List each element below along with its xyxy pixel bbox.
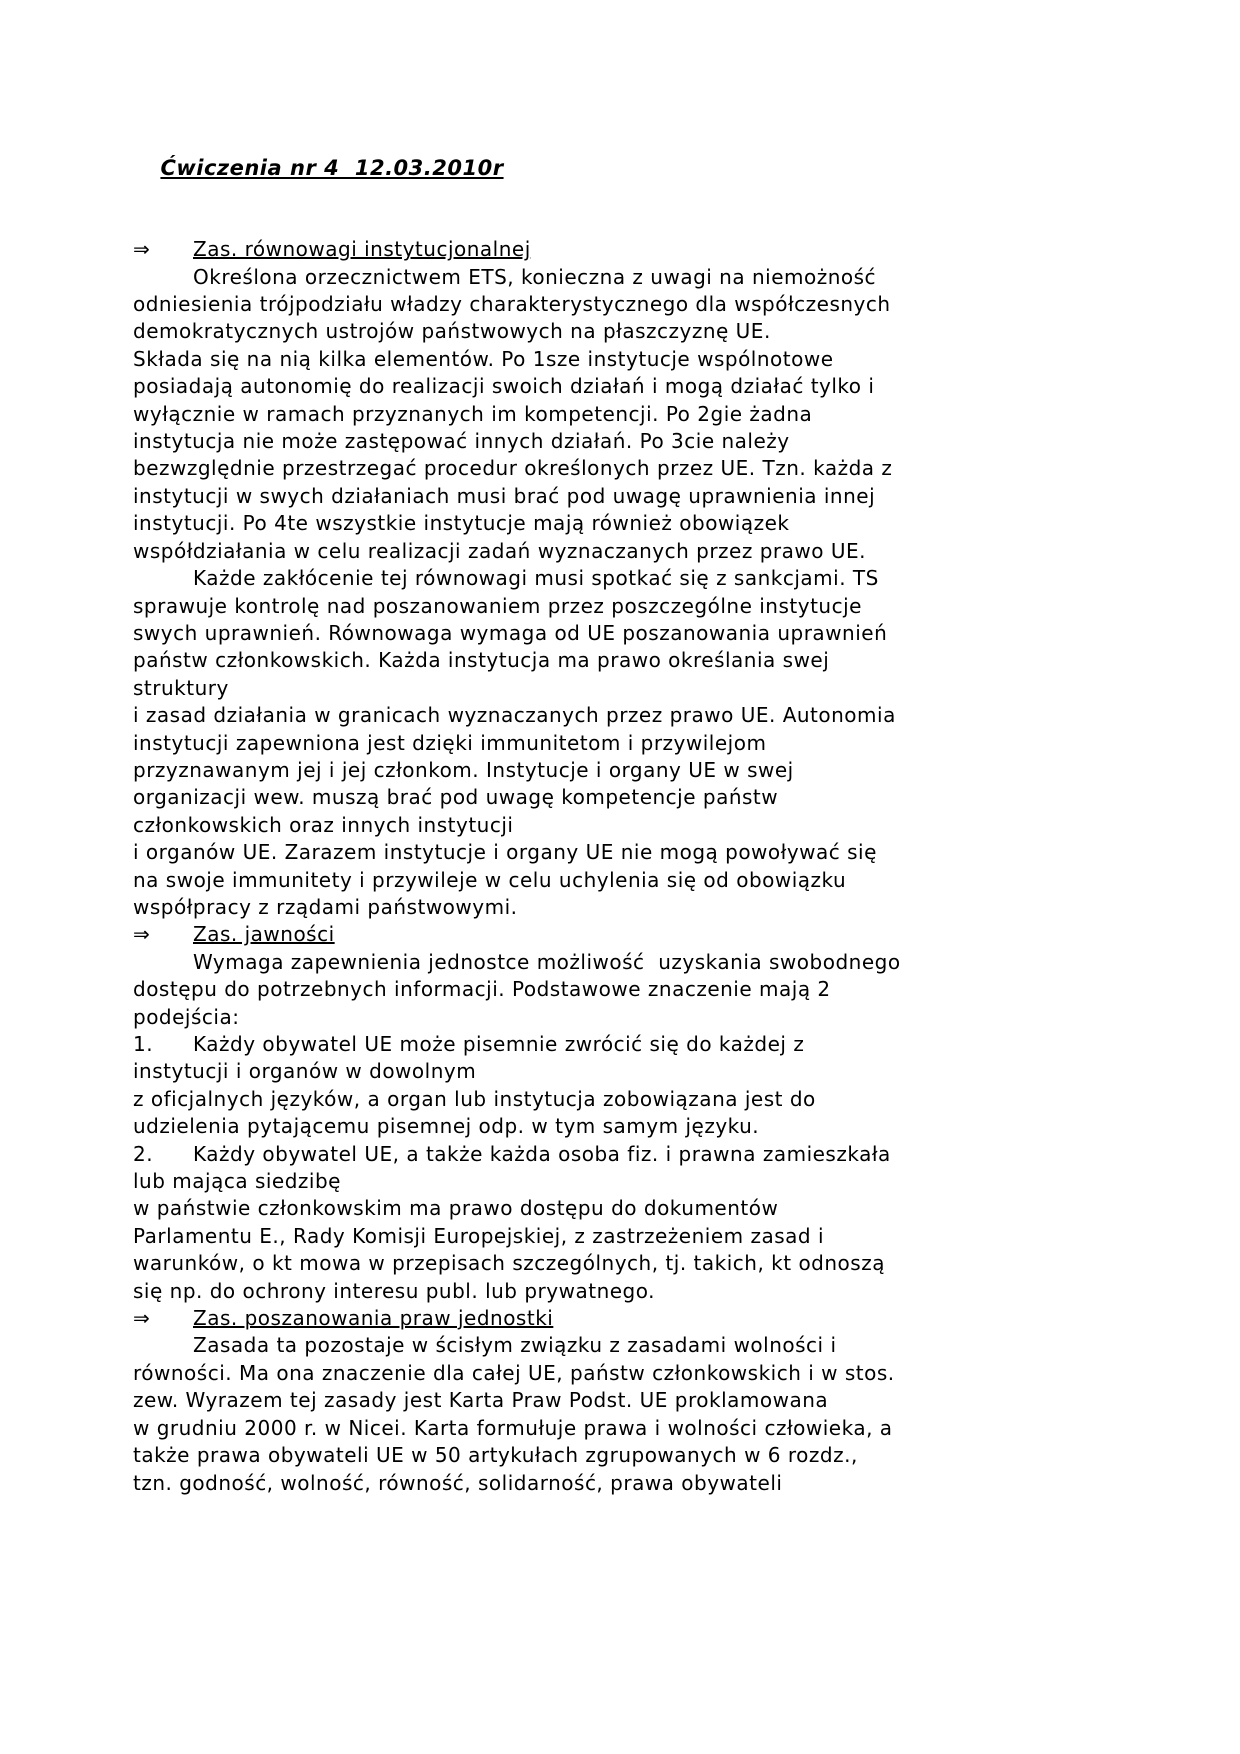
list-item-text: Każdy obywatel UE może pisemnie zwrócić się do każdej z (193, 1032, 805, 1056)
section-heading (133, 921, 1120, 948)
text-line: instytucji w swych działaniach musi brać pod uwagę uprawnienia innej (133, 483, 876, 508)
text-line: swych uprawnień. Równowaga wymaga od UE poszanowania uprawnień (133, 620, 888, 645)
section-heading (133, 236, 1120, 263)
numbered-list-item (133, 1141, 1120, 1168)
text-line: struktury (133, 675, 229, 700)
text-line: posiadają autonomię do realizacji swoich działań i mogą działać tylko i (133, 374, 875, 399)
text-line: równości. Ma ona znaczenie dla całej UE, państw członkowskich i w stos. (133, 1360, 895, 1385)
text-line: współpracy z rządami państwowymi. (133, 894, 518, 919)
text-line: zew. Wyrazem tej zasady jest Karta Praw Podst. UE proklamowana (133, 1388, 829, 1413)
text-line: instytucji i organów w dowolnym (133, 1059, 477, 1084)
text-line: w grudniu 2000 r. w Nicei. Karta formułuje prawa i wolności człowieka, a (133, 1415, 893, 1440)
text-line: Parlamentu E., Rady Komisji Europejskiej, z zastrzeżeniem zasad i (133, 1223, 825, 1248)
text-line: instytucji zapewniona jest dzięki immunitetom i przywilejom (133, 730, 767, 755)
text-line: podejścia: (133, 1004, 240, 1029)
text-line: państw członkowskich. Każda instytucja ma prawo określania swej (133, 648, 830, 673)
text-line: w państwie członkowskim ma prawo dostępu do dokumentów (133, 1196, 779, 1221)
text-line: przyznawanym jej i jej członkom. Instytucje i organy UE w swej (133, 757, 794, 782)
arrow-marker-icon: ⇒ (133, 237, 151, 262)
text-line: i organów UE. Zarazem instytucje i organy UE nie mogą powoływać się (133, 840, 877, 865)
arrow-marker-icon: ⇒ (133, 922, 151, 947)
text-line: z oficjalnych języków, a organ lub instytucja zobowiązana jest do (133, 1086, 816, 1111)
text-line: Określona orzecznictwem ETS, konieczna z uwagi na niemożność (193, 264, 877, 289)
text-line: i zasad działania w granicach wyznaczanych przez prawo UE. Autonomia (133, 703, 896, 728)
list-item-text: Każdy obywatel UE, a także każda osoba fiz. i prawna zamieszkała (193, 1141, 891, 1166)
text-line: tzn. godność, wolność, równość, solidarność, prawa obywateli (133, 1470, 783, 1495)
list-number: 2. (133, 1141, 154, 1166)
text-line: demokratycznych ustrojów państwowych na płaszczyznę UE. (133, 319, 771, 344)
text-line: organizacji wew. muszą brać pod uwagę kompetencje państw (133, 785, 779, 810)
text-line: także prawa obywateli UE w 50 artykułach zgrupowanych w 6 rozdz., (133, 1443, 858, 1468)
text-line: sprawuje kontrolę nad poszanowaniem przez poszczególne instytucje (133, 593, 862, 618)
text-line: udzielenia pytającemu pisemnej odp. w tym samym języku. (133, 1114, 760, 1139)
text-line: lub mająca siedzibę (133, 1169, 341, 1194)
text-line: członkowskich oraz innych instytucji (133, 812, 514, 837)
text-line: Składa się na nią kilka elementów. Po 1sze instytucje wspólnotowe (133, 346, 834, 371)
text-line: warunków, o kt mowa w przepisach szczególnych, tj. takich, kt odnoszą (133, 1251, 885, 1276)
text-line: wyłącznie w ramach przyznanych im kompetencji. Po 2gie żadna (133, 401, 813, 426)
arrow-marker-icon: ⇒ (133, 1306, 151, 1331)
section-heading (133, 1305, 1120, 1332)
text-line: współdziałania w celu realizacji zadań wyznaczanych przez prawo UE. (133, 538, 866, 563)
document-title (133, 128, 1120, 210)
section-heading-text: Zas. równowagi instytucjonalnej (193, 237, 531, 262)
section-heading-text: Zas. jawności (193, 922, 335, 947)
text-line: bezwzględnie przestrzegać procedur określonych przez UE. Tzn. każda z (133, 456, 893, 481)
text-line: się np. do ochrony interesu publ. lub prywatnego. (133, 1278, 655, 1303)
text-line: instytucji. Po 4te wszystkie instytucje mają również obowiązek (133, 511, 790, 536)
text-line: instytucja nie może zastępować innych działań. Po 3cie należy (133, 429, 790, 454)
section-heading-text: Zas. poszanowania praw jednostki (193, 1306, 554, 1331)
text-line: dostępu do potrzebnych informacji. Podstawowe znaczenie mają 2 (133, 977, 831, 1002)
text-line: Każde zakłócenie tej równowagi musi spotkać się z sankcjami. TS (193, 566, 879, 591)
text-line: Wymaga zapewnienia jednostce możliwość uzyskania swobodnego (193, 949, 901, 974)
document-body (133, 236, 1120, 1497)
numbered-list-item (133, 1031, 1120, 1058)
text-line: na swoje immunitety i przywileje w celu uchylenia się od obowiązku (133, 867, 847, 892)
text-line: odniesienia trójpodziału władzy charakterystycznego dla współczesnych (133, 292, 891, 317)
list-number: 1. (133, 1032, 154, 1056)
document-title-text: Ćwiczenia nr 4 12.03.2010r (160, 156, 504, 181)
text-line: Zasada ta pozostaje w ścisłym związku z zasadami wolności i (193, 1333, 837, 1358)
